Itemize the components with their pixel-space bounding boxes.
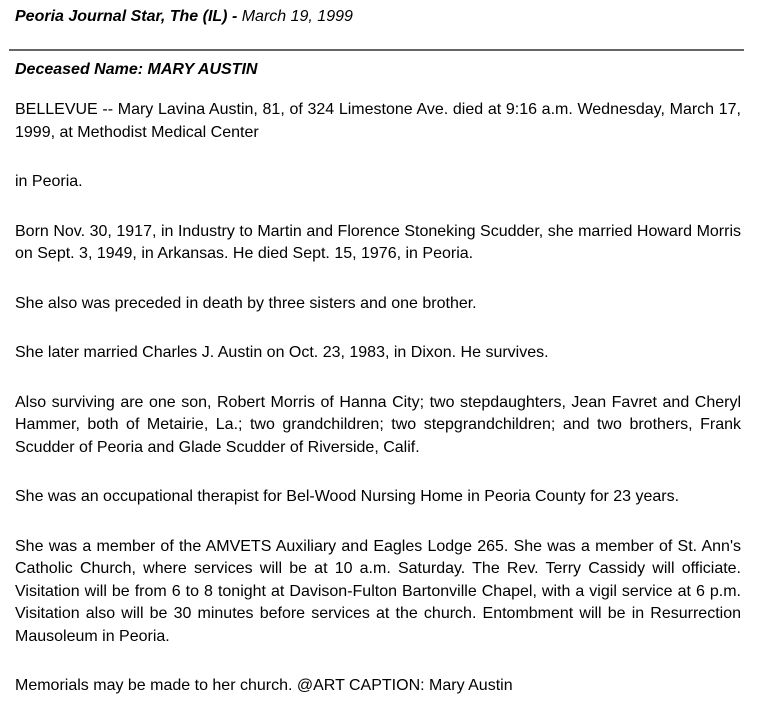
deceased-name: Deceased Name: MARY AUSTIN (15, 61, 258, 78)
paragraph-career: She was an occupational therapist for Bel-Wood Nursing Home in Peoria County for 23 years. (15, 488, 680, 505)
paragraph-memorials: Memorials may be made to her church. @ART CAPTION: Mary Austin (15, 677, 513, 694)
paragraph-birth: Born Nov. 30, 1917, in Industry to Martin and Florence Stoneking Scudder, she married Howard Morris on Sept. 3, 1949, in Arkansas. He died Sept. 15, 1976, in Peoria. (15, 222, 741, 262)
paragraph-preceded: She also was preceded in death by three sisters and one brother. (15, 294, 477, 312)
publication-name: Peoria Journal Star, The (IL) (15, 8, 228, 25)
publication-header (15, 8, 353, 26)
paragraph-survivors: Also surviving are one son, Robert Morris of Hanna City; two stepdaughters, Jean Favret and Cheryl Hammer, both of Metairie, La.; two grandchildren; two stepgrandchildren; and two brothers, Frank Scudder of Peoria and Glade Scudder of Riverside, Calif. (15, 393, 741, 456)
paragraph-intro: BELLEVUE -- Mary Lavina Austin, 81, of 324 Limestone Ave. died at 9:16 a.m. Wednesday, March 17, 1999, at Methodist Medical Center (15, 101, 741, 141)
paragraph-location: in Peoria. (15, 173, 83, 190)
paragraph-services: She was a member of the AMVETS Auxiliary and Eagles Lodge 265. She was a member of St. Ann's Catholic Church, where services will be at 10 a.m. Saturday. The Rev. Terry Cassidy will officiate. Visitation will be from 6 to 8 tonight at Davison-Fulton Bartonville Chapel, with a vigil service at 6 p.m. Visitation also will be 30 minutes before services at the church. Entombment will be in Resurrection Mausoleum in Peoria. (15, 537, 741, 645)
horizontal-divider (9, 49, 744, 51)
paragraph-remarriage: She later married Charles J. Austin on Oct. 23, 1983, in Dixon. He survives. (15, 344, 549, 361)
header-separator: - (227, 8, 242, 25)
obituary-body (15, 99, 741, 725)
publication-date: March 19, 1999 (241, 8, 353, 25)
